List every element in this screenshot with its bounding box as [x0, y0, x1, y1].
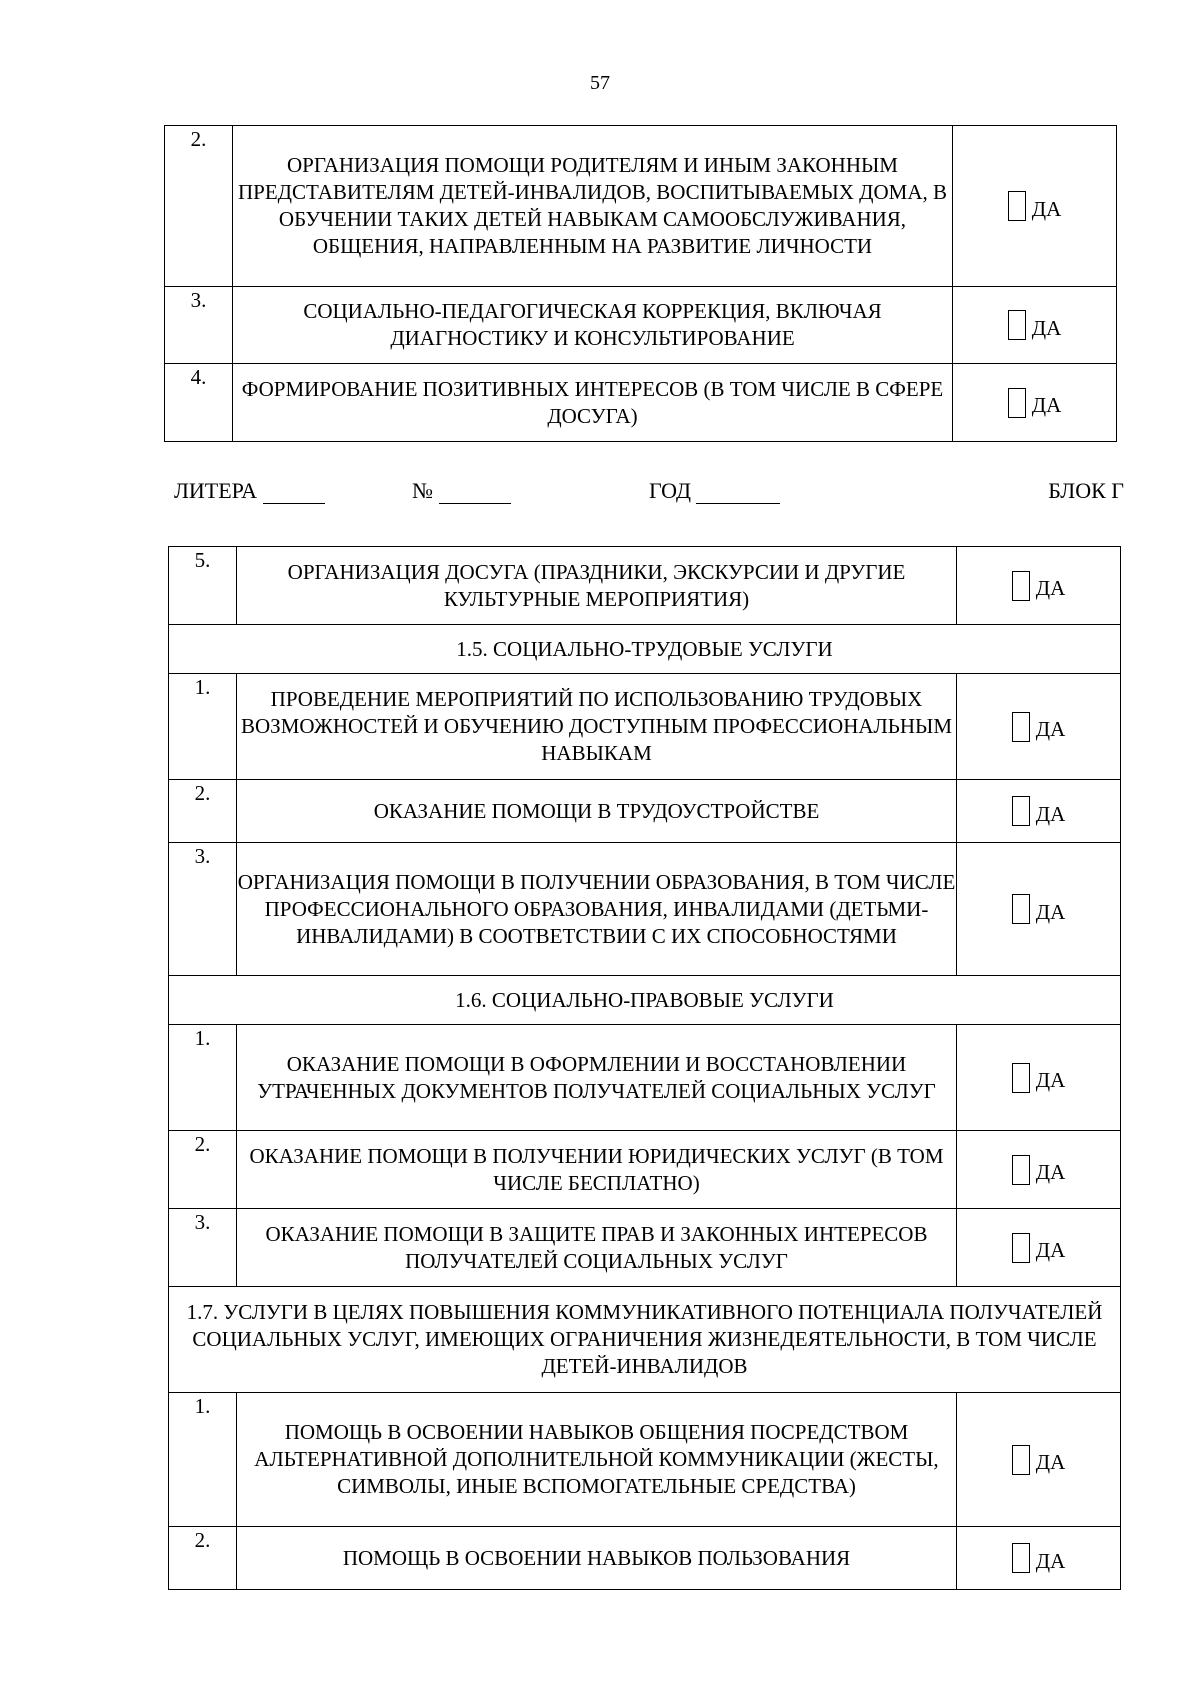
litera-field — [174, 478, 325, 504]
table-row — [165, 287, 1117, 364]
yes-label: ДА — [1031, 196, 1062, 221]
table-row — [169, 1527, 1121, 1590]
checkbox[interactable] — [1012, 1445, 1030, 1475]
yes-label: ДА — [1035, 1068, 1066, 1093]
checkbox[interactable] — [1012, 894, 1030, 924]
page-number: 57 — [590, 72, 610, 94]
table-row — [169, 547, 1121, 625]
table-row — [169, 780, 1121, 843]
checkbox[interactable] — [1012, 712, 1030, 742]
yes-label: ДА — [1035, 1160, 1066, 1185]
checkbox[interactable] — [1012, 1155, 1030, 1185]
table-row — [169, 1393, 1121, 1527]
yes-checkbox-cell — [957, 1393, 1121, 1527]
table-row — [165, 364, 1117, 442]
checkbox[interactable] — [1012, 571, 1030, 601]
table-row — [169, 674, 1121, 780]
year-label: ГОД — [649, 478, 691, 503]
service-name: ОКАЗАНИЕ ПОМОЩИ В ОФОРМЛЕНИИ И ВОССТАНОВЛЕНИИ УТРАЧЕННЫХ ДОКУМЕНТОВ ПОЛУЧАТЕЛЕЙ СОЦИАЛЬНЫХ УСЛУГ — [237, 1025, 957, 1131]
litera-input-line[interactable] — [263, 481, 325, 504]
service-name: ПОМОЩЬ В ОСВОЕНИИ НАВЫКОВ ОБЩЕНИЯ ПОСРЕДСТВОМ АЛЬТЕРНАТИВНОЙ ДОПОЛНИТЕЛЬНОЙ КОММУНИКАЦИИ (ЖЕСТЫ, СИМВОЛЫ, ИНЫЕ ВСПОМОГАТЕЛЬНЫЕ СРЕДСТВА) — [237, 1393, 957, 1527]
checkbox[interactable] — [1008, 388, 1026, 418]
row-number: 3. — [169, 843, 237, 976]
row-number: 1. — [169, 674, 237, 780]
yes-label: ДА — [1035, 801, 1066, 826]
yes-label: ДА — [1035, 717, 1066, 742]
form-meta-row — [174, 478, 1124, 508]
number-label: № — [412, 478, 433, 503]
yes-label: ДА — [1035, 1238, 1066, 1263]
services-table-top — [164, 125, 1117, 442]
row-number: 3. — [169, 1209, 237, 1287]
yes-label: ДА — [1031, 393, 1062, 418]
litera-label: ЛИТЕРА — [174, 478, 257, 503]
number-field — [412, 478, 511, 504]
table-row — [169, 1131, 1121, 1209]
yes-checkbox-cell — [957, 547, 1121, 625]
checkbox[interactable] — [1012, 1063, 1030, 1093]
yes-checkbox-cell — [957, 674, 1121, 780]
yes-label: ДА — [1035, 1450, 1066, 1475]
service-name: ОКАЗАНИЕ ПОМОЩИ В ТРУДОУСТРОЙСТВЕ — [237, 780, 957, 843]
block-label: БЛОК Г — [1048, 478, 1124, 503]
yes-checkbox-cell — [953, 126, 1117, 287]
row-number: 1. — [169, 1393, 237, 1527]
service-name: ОКАЗАНИЕ ПОМОЩИ В ПОЛУЧЕНИИ ЮРИДИЧЕСКИХ УСЛУГ (В ТОМ ЧИСЛЕ БЕСПЛАТНО) — [237, 1131, 957, 1209]
checkbox[interactable] — [1008, 310, 1026, 340]
section-heading: 1.5. СОЦИАЛЬНО-ТРУДОВЫЕ УСЛУГИ — [169, 625, 1121, 674]
table-row — [169, 843, 1121, 976]
table-row — [169, 1025, 1121, 1131]
row-number: 2. — [165, 126, 233, 287]
row-number: 4. — [165, 364, 233, 442]
service-name: ОРГАНИЗАЦИЯ ПОМОЩИ В ПОЛУЧЕНИИ ОБРАЗОВАНИЯ, В ТОМ ЧИСЛЕ ПРОФЕССИОНАЛЬНОГО ОБРАЗОВАНИЯ, ИНВАЛИДАМИ (ДЕТЬМИ-ИНВАЛИДАМИ) В СООТВЕТСТВИИ С ИХ СПОСОБНОСТЯМИ — [237, 843, 957, 976]
service-name: СОЦИАЛЬНО-ПЕДАГОГИЧЕСКАЯ КОРРЕКЦИЯ, ВКЛЮЧАЯ ДИАГНОСТИКУ И КОНСУЛЬТИРОВАНИЕ — [233, 287, 953, 364]
yes-checkbox-cell — [957, 1209, 1121, 1287]
section-heading: 1.6. СОЦИАЛЬНО-ПРАВОВЫЕ УСЛУГИ — [169, 976, 1121, 1025]
row-number: 5. — [169, 547, 237, 625]
section-row — [169, 625, 1121, 674]
yes-label: ДА — [1035, 1548, 1066, 1573]
yes-checkbox-cell — [957, 780, 1121, 843]
yes-label: ДА — [1035, 576, 1066, 601]
service-name: ФОРМИРОВАНИЕ ПОЗИТИВНЫХ ИНТЕРЕСОВ (В ТОМ ЧИСЛЕ В СФЕРЕ ДОСУГА) — [233, 364, 953, 442]
yes-checkbox-cell — [957, 1131, 1121, 1209]
yes-checkbox-cell — [957, 1025, 1121, 1131]
year-input-line[interactable] — [696, 481, 780, 504]
row-number: 3. — [165, 287, 233, 364]
year-field — [649, 478, 780, 504]
number-input-line[interactable] — [439, 481, 511, 504]
services-table-bottom — [168, 546, 1121, 1590]
yes-checkbox-cell — [953, 364, 1117, 442]
checkbox[interactable] — [1008, 191, 1026, 221]
checkbox[interactable] — [1012, 1543, 1030, 1573]
service-name: ПРОВЕДЕНИЕ МЕРОПРИЯТИЙ ПО ИСПОЛЬЗОВАНИЮ ТРУДОВЫХ ВОЗМОЖНОСТЕЙ И ОБУЧЕНИЮ ДОСТУПНЫМ ПРОФЕССИОНАЛЬНЫМ НАВЫКАМ — [237, 674, 957, 780]
table-row — [169, 1209, 1121, 1287]
checkbox[interactable] — [1012, 1233, 1030, 1263]
table-row — [165, 126, 1117, 287]
row-number: 2. — [169, 1527, 237, 1590]
section-row — [169, 976, 1121, 1025]
yes-checkbox-cell — [957, 1527, 1121, 1590]
yes-checkbox-cell — [957, 843, 1121, 976]
service-name: ОРГАНИЗАЦИЯ ПОМОЩИ РОДИТЕЛЯМ И ИНЫМ ЗАКОННЫМ ПРЕДСТАВИТЕЛЯМ ДЕТЕЙ-ИНВАЛИДОВ, ВОСПИТЫВАЕМЫХ ДОМА, В ОБУЧЕНИИ ТАКИХ ДЕТЕЙ НАВЫКАМ САМООБСЛУЖИВАНИЯ, ОБЩЕНИЯ, НАПРАВЛЕННЫМ НА РАЗВИТИЕ ЛИЧНОСТИ — [233, 126, 953, 287]
section-row — [169, 1287, 1121, 1393]
service-name: ОКАЗАНИЕ ПОМОЩИ В ЗАЩИТЕ ПРАВ И ЗАКОННЫХ ИНТЕРЕСОВ ПОЛУЧАТЕЛЕЙ СОЦИАЛЬНЫХ УСЛУГ — [237, 1209, 957, 1287]
yes-label: ДА — [1035, 899, 1066, 924]
section-heading: 1.7. УСЛУГИ В ЦЕЛЯХ ПОВЫШЕНИЯ КОММУНИКАТИВНОГО ПОТЕНЦИАЛА ПОЛУЧАТЕЛЕЙ СОЦИАЛЬНЫХ УСЛУГ, ИМЕЮЩИХ ОГРАНИЧЕНИЯ ЖИЗНЕДЕЯТЕЛЬНОСТИ, В ТОМ ЧИСЛЕ ДЕТЕЙ-ИНВАЛИДОВ — [169, 1287, 1121, 1393]
service-name: ПОМОЩЬ В ОСВОЕНИИ НАВЫКОВ ПОЛЬЗОВАНИЯ — [237, 1527, 957, 1590]
row-number: 2. — [169, 1131, 237, 1209]
checkbox[interactable] — [1012, 796, 1030, 826]
row-number: 1. — [169, 1025, 237, 1131]
service-name: ОРГАНИЗАЦИЯ ДОСУГА (ПРАЗДНИКИ, ЭКСКУРСИИ И ДРУГИЕ КУЛЬТУРНЫЕ МЕРОПРИЯТИЯ) — [237, 547, 957, 625]
yes-checkbox-cell — [953, 287, 1117, 364]
row-number: 2. — [169, 780, 237, 843]
yes-label: ДА — [1031, 315, 1062, 340]
